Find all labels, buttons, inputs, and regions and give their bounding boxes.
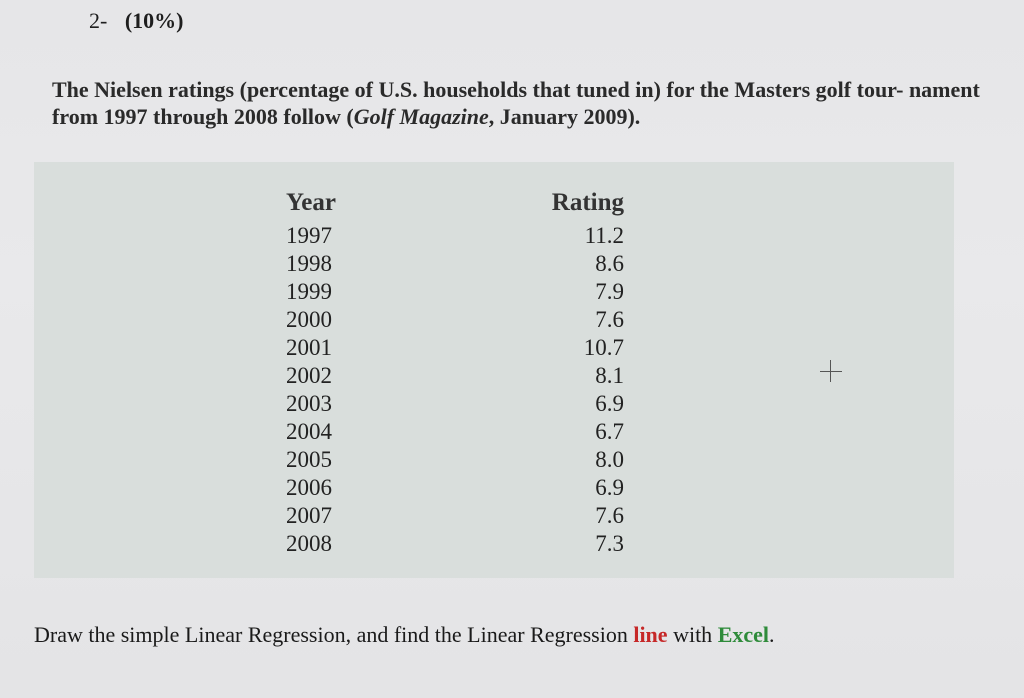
rating-column (544, 184, 624, 558)
source-title: Golf Magazine (353, 104, 489, 129)
year-cell: 2007 (286, 503, 332, 528)
highlight-excel: Excel (717, 622, 770, 647)
rating-header: Rating (551, 189, 624, 216)
year-cell: 2000 (286, 307, 332, 332)
task-text-end: . (769, 622, 775, 647)
ratings-table (34, 162, 954, 578)
year-cell: 2005 (286, 447, 332, 472)
rating-cell: 8.0 (595, 447, 624, 472)
year-cell: 1997 (286, 223, 332, 248)
rating-cell: 8.6 (595, 251, 624, 276)
problem-statement (52, 76, 982, 130)
year-cell: 2001 (286, 335, 332, 360)
intro-text-end: , January 2009). (488, 104, 641, 129)
rating-cell: 7.6 (595, 503, 624, 528)
crosshair-cursor-icon (820, 360, 842, 382)
rating-cell: 6.7 (595, 419, 624, 444)
task-text: Draw the simple Linear Regression, and find the Linear Regression (34, 622, 634, 647)
rating-cell: 10.7 (583, 335, 624, 360)
rating-cell: 6.9 (595, 475, 624, 500)
task-text-mid: with (667, 622, 718, 647)
rating-cell: 7.3 (595, 531, 624, 556)
year-cell: 2002 (286, 363, 332, 388)
rating-cell: 7.9 (595, 279, 624, 304)
rating-cell: 8.1 (595, 363, 624, 388)
year-cell: 2006 (286, 475, 332, 500)
year-column (286, 184, 336, 558)
rating-cell: 11.2 (584, 223, 624, 248)
year-cell: 2008 (286, 531, 332, 556)
rating-cell: 6.9 (595, 391, 624, 416)
year-cell: 1999 (286, 279, 332, 304)
year-cell: 1998 (286, 251, 332, 276)
rating-cell: 7.6 (595, 307, 624, 332)
question-header (89, 8, 183, 34)
highlight-line: line (633, 622, 668, 647)
task-instruction (34, 622, 775, 648)
year-cell: 2003 (286, 391, 332, 416)
year-cell: 2004 (286, 419, 332, 444)
year-header: Year (286, 189, 336, 216)
intro-text: The Nielsen ratings (percentage of U.S. households that tuned in) for the Masters golf tour- nament from 1997 through 2008 follow ( (52, 77, 980, 129)
question-number: 2- (89, 8, 108, 33)
question-weight: (10%) (124, 8, 184, 33)
